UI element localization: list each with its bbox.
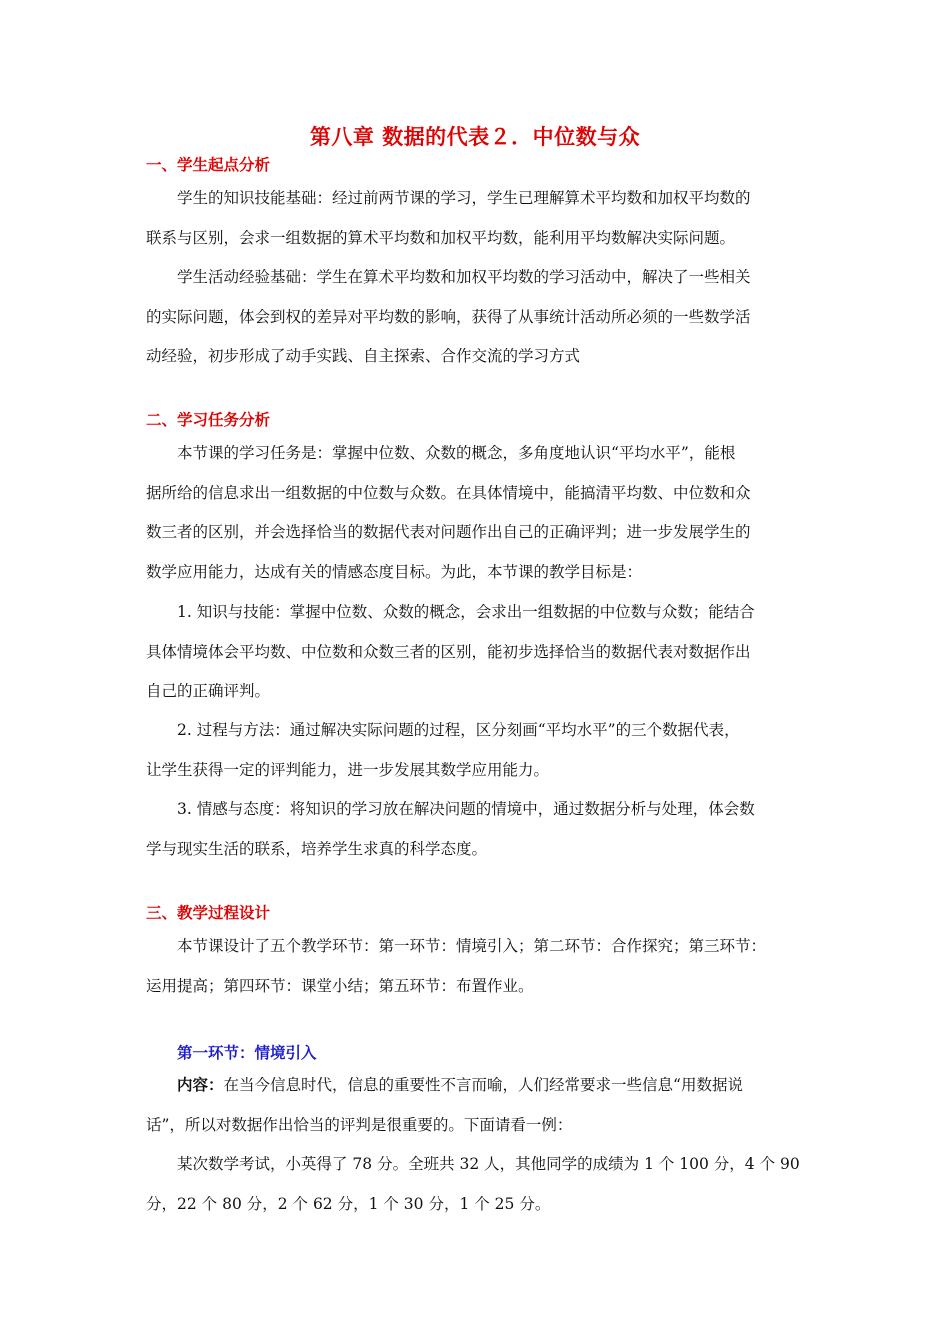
paragraph-teaching-steps <box>146 927 814 1006</box>
text-line: 动经验，初步形成了动手实践、自主探索、合作交流的学习方式 <box>146 347 581 365</box>
text-line: 联系与区别，会求一组数据的算术平均数和加权平均数，能利用平均数解决实际问题。 <box>146 228 736 247</box>
text-line: 2. 过程与方法：通过解决实际问题的过程，区分刻画“平均水平”的三个数据代表， <box>177 721 740 739</box>
paragraph-knowledge-foundation <box>146 179 814 258</box>
text-line: 数三者的区别，并会选择恰当的数据代表对问题作出自己的正确评判；进一步发展学生的 <box>146 523 751 541</box>
text-line: 让学生获得一定的评判能力，进一步发展其数学应用能力。 <box>146 760 550 779</box>
text-line: 的实际问题，体会到权的差异对平均数的影响，获得了从事统计活动所必须的一些数学活 <box>146 307 751 326</box>
goal-knowledge-skills <box>146 593 814 712</box>
section-heading-process-design: 三、教学过程设计 <box>146 904 271 922</box>
text-line: 话”，所以对数据作出恰当的评判是很重要的。下面请看一例： <box>146 1115 573 1134</box>
step-heading-scenario-intro: 第一环节：情境引入 <box>177 1044 317 1062</box>
text-line: 学生的知识技能基础：经过前两节课的学习，学生已理解算术平均数和加权平均数的 <box>177 189 751 207</box>
text-line: 1. 知识与技能：掌握中位数、众数的概念，会求出一组数据的中位数与众数；能结合 <box>177 603 755 621</box>
paragraph-activity-foundation <box>146 258 814 377</box>
text-line: 具体情境体会平均数、中位数和众数三者的区别，能初步选择恰当的数据代表对数据作出 <box>146 642 751 661</box>
text-line <box>146 1066 814 1106</box>
paragraph-learning-task <box>146 434 814 592</box>
text-line: 本节课的学习任务是：掌握中位数、众数的概念，多角度地认识“平均水平”，能根 <box>177 444 736 462</box>
text-line: 3. 情感与态度：将知识的学习放在解决问题的情境中，通过数据分析与处理，体会数 <box>177 800 755 818</box>
text-line: 自己的正确评判。 <box>146 682 271 700</box>
text-line: 据所给的信息求出一组数据的中位数与众数。在具体情境中，能搞清平均数、中位数和众 <box>146 483 751 502</box>
section-heading-task-analysis: 二、学习任务分析 <box>146 411 271 429</box>
text-segment: 在当今信息时代，信息的重要性不言而喻，人们经常要求一些信息“用数据说 <box>223 1076 743 1094</box>
section-heading-student-analysis: 一、学生起点分析 <box>146 156 271 174</box>
text-line: 学生活动经验基础：学生在算术平均数和加权平均数的学习活动中，解决了一些相关 <box>177 268 751 286</box>
goal-process-method <box>146 711 814 790</box>
text-line: 学与现实生活的联系，培养学生求真的科学态度。 <box>146 839 488 858</box>
paragraph-exam-example <box>146 1145 814 1224</box>
document-title: 第八章 数据的代表２．中位数与众 <box>309 125 641 149</box>
paragraph-step1-content <box>146 1066 814 1145</box>
text-line: 运用提高；第四环节：课堂小结；第五环节：布置作业。 <box>146 976 534 995</box>
content-label: 内容： <box>177 1076 224 1094</box>
text-line: 分，22 个 80 分，2 个 62 分，1 个 30 分，1 个 25 分。 <box>146 1194 551 1213</box>
goal-emotion-attitude <box>146 790 814 869</box>
text-line: 某次数学考试，小英得了 78 分。全班共 32 人，其他同学的成绩为 1 个 100 分，4 个 90 <box>177 1155 800 1173</box>
text-line: 数学应用能力，达成有关的情感态度目标。为此，本节课的教学目标是： <box>146 562 643 581</box>
text-line: 本节课设计了五个教学环节：第一环节：情境引入；第二环节：合作探究；第三环节： <box>177 937 767 955</box>
